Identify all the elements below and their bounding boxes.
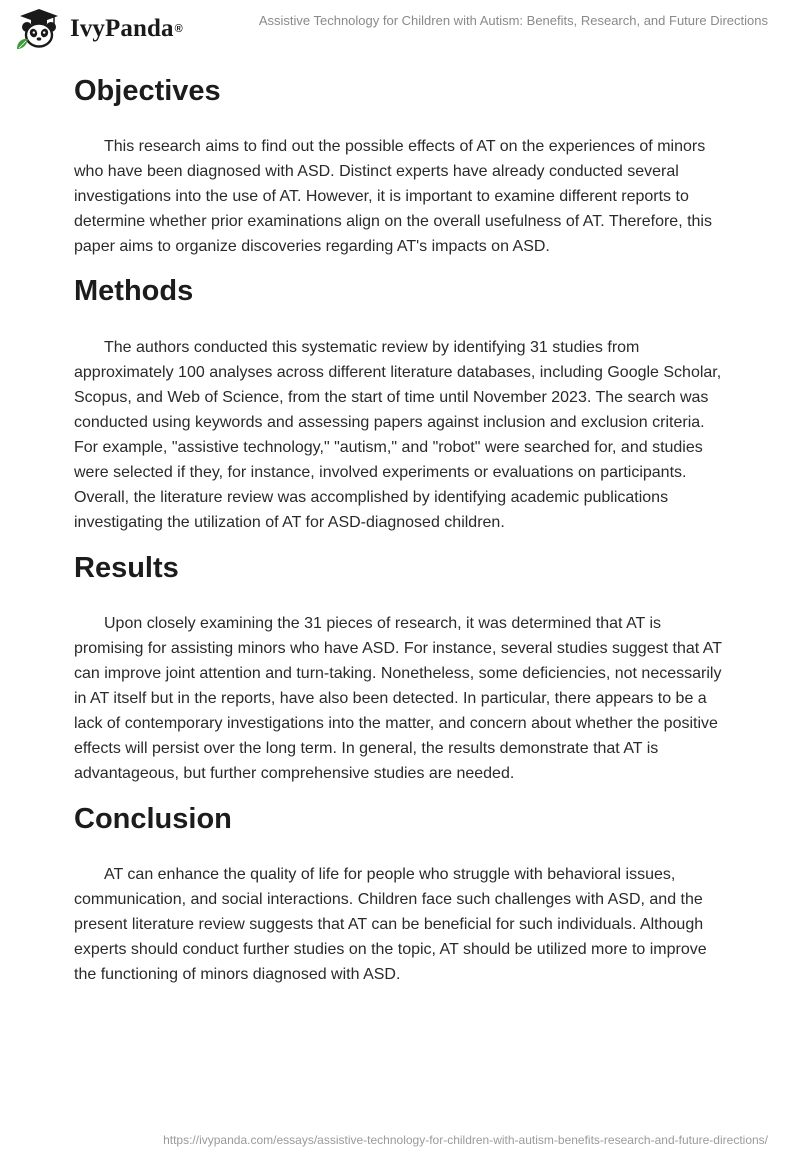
- page-header: [0, 0, 800, 56]
- section-heading: Conclusion: [74, 803, 232, 835]
- section-objectives: [74, 72, 729, 259]
- section-paragraph: This research aims to find out the possible effects of AT on the experiences of minors who have been diagnosed with ASD. Distinct experts have already conducted several investigations into the use of AT. However, it is important to examine different reports to determine whether prior examinations align on the overall usefulness of AT. Therefore, this paper aims to organize discoveries regarding AT's impacts on ASD.: [74, 138, 712, 255]
- section-paragraph: Upon closely examining the 31 pieces of research, it was determined that AT is promising for assisting minors who have ASD. For instance, several studies suggest that AT can improve joint attention and turn-taking. Nonetheless, some deficiencies, not necessarily in AT itself but in the reports, have also been detected. In particular, there appears to be a lack of contemporary investigations into the matter, and concern about whether the positive effects will persist over the long term. In general, the results demonstrate that AT is advantageous, but further comprehensive studies are needed.: [74, 615, 722, 782]
- section-conclusion: [74, 800, 729, 987]
- registered-mark: ®: [174, 23, 183, 35]
- article-body: [74, 72, 729, 987]
- section-results: [74, 549, 729, 786]
- section-methods: [74, 272, 729, 535]
- section-paragraph: The authors conducted this systematic review by identifying 31 studies from approximately 100 analyses across different literature databases, including Google Scholar, Scopus, and Web of Science, from the start of time until November 2023. The search was conducted using keywords and assessing papers against inclusion and exclusion criteria. For example, "assistive technology," "autism," and "robot" were searched for, and studies were selected if they, for instance, involved experiments or evaluations on participants. Overall, the literature review was accomplished by identifying academic publications investigating the utilization of AT for ASD-diagnosed children.: [74, 339, 722, 531]
- panda-graduate-icon: [14, 8, 64, 50]
- source-url-link[interactable]: https://ivypanda.com/essays/assistive-technology-for-children-with-autism-benefits-research-and-future-directions/: [163, 1133, 768, 1147]
- document-title: Assistive Technology for Children with Autism: Benefits, Research, and Future Directions: [258, 13, 768, 28]
- section-heading: Methods: [74, 275, 194, 307]
- section-heading: Results: [74, 552, 179, 584]
- section-paragraph: AT can enhance the quality of life for people who struggle with behavioral issues, communication, and social interactions. Children face such challenges with ASD, and the present literature review suggests that AT can be beneficial for such individuals. Although experts should conduct further studies on the topic, AT should be utilized more to improve the functioning of minors diagnosed with ASD.: [74, 866, 707, 983]
- logo-wordmark: IvyPanda: [70, 15, 174, 42]
- section-heading: Objectives: [74, 75, 221, 107]
- ivypanda-logo[interactable]: [14, 8, 183, 50]
